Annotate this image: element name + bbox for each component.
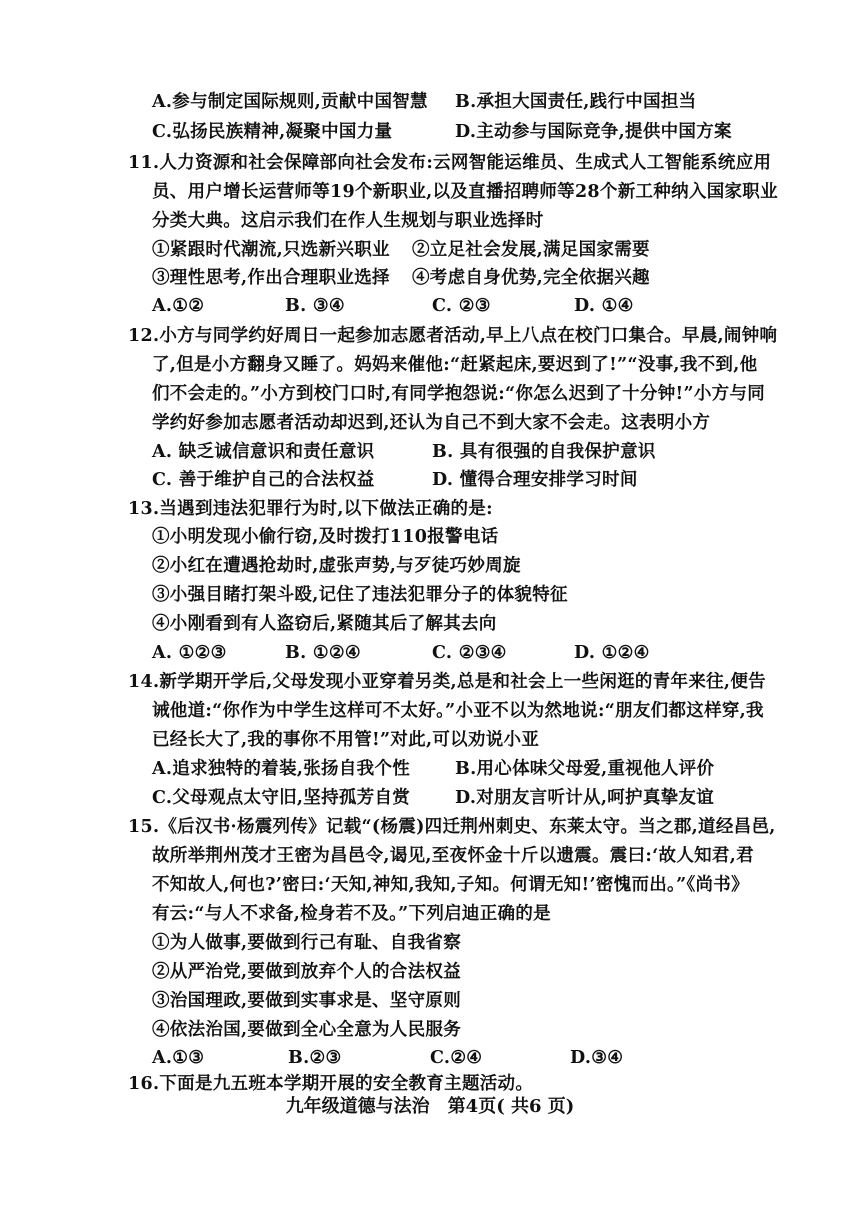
q12-stem-line4: 学约好参加志愿者活动却迟到,还认为自己不到大家不会走。这表明小方 [152,413,711,433]
q15-statement-4: ④依法治国,要做到全心全意为人民服务 [152,1020,461,1040]
page-footer: 九年级道德与法治 第4页( 共6 页) [285,1096,575,1117]
q14-stem-line1: 14.新学期开学后,父母发现小亚穿着另类,总是和社会上一些闲逛的青年来往,便告 [128,672,766,692]
q11-statement-4: ④考虑自身优势,完全依据兴趣 [412,268,650,288]
q13-option-c: C. ②③④ [432,643,507,663]
q11-option-c: C. ②③ [432,296,491,316]
q12-option-d: D. 懂得合理安排学习时间 [432,470,638,490]
q10-option-a: A.参与制定国际规则,贡献中国智慧 [152,92,428,112]
q14-stem-line3: 已经长大了,我的事你不用管!”对此,可以劝说小亚 [152,730,540,750]
q15-option-a: A.①③ [152,1048,205,1068]
q13-option-a: A. ①②③ [152,643,227,663]
q13-statement-4: ④小刚看到有人盗窃后,紧随其后了解其去向 [152,614,497,634]
q15-option-c: C.②④ [430,1048,483,1068]
q15-stem-line4: 有云:“与人不求备,检身若不及。”下列启迪正确的是 [152,904,551,924]
q12-option-a: A. 缺乏诚信意识和责任意识 [152,442,375,462]
q11-statement-3: ③理性思考,作出合理职业选择 [152,268,390,288]
q16-stem: 16.下面是九五班本学期开展的安全教育主题活动。 [128,1074,534,1094]
q13-option-d: D. ①②④ [574,643,650,663]
q12-option-b: B. 具有很强的自我保护意识 [432,442,656,462]
q10-option-c: C.弘扬民族精神,凝聚中国力量 [152,122,393,142]
q14-stem-line2: 诫他道:“你作为中学生这样可不太好。”小亚不以为然地说:“朋友们都这样穿,我 [152,701,764,721]
q12-stem-line1: 12.小方与同学约好周日一起参加志愿者活动,早上八点在校门口集合。早晨,闹钟响 [128,326,778,346]
q11-stem-line2: 员、用户增长运营师等19个新职业,以及直播招聘师等28个新工种纳入国家职业 [152,182,778,202]
q11-stem-line3: 分类大典。这启示我们在作人生规划与职业选择时 [152,211,544,231]
q14-option-d: D.对朋友言听计从,呵护真挚友谊 [455,788,715,808]
q15-option-b: B.②③ [288,1048,342,1068]
q13-statement-2: ②小红在遭遇抢劫时,虚张声势,与歹徒巧妙周旋 [152,556,521,576]
q15-statement-1: ①为人做事,要做到行己有耻、自我省察 [152,933,461,953]
q11-stem-line1: 11.人力资源和社会保障部向社会发布:云网智能运维员、生成式人工智能系统应用 [128,153,772,173]
q13-statement-1: ①小明发现小偷行窃,及时拨打110报警电话 [152,527,499,547]
q15-stem-line1: 15.《后汉书·杨震列传》记载“(杨震)四迁荆州刺史、东莱太守。当之郡,道经昌邑, [128,817,776,837]
q11-option-b: B. ③④ [285,296,345,316]
q15-stem-line2: 故所举荆州茂才王密为昌邑令,谒见,至夜怀金十斤以遗震。震曰:‘故人知君,君 [152,846,754,866]
q15-option-d: D.③④ [570,1048,624,1068]
q10-option-b: B.承担大国责任,践行中国担当 [455,92,697,112]
q11-option-a: A.①② [152,296,205,316]
q14-option-c: C.父母观点太守旧,坚持孤芳自赏 [152,788,411,808]
q13-option-b: B. ①②④ [285,643,361,663]
q15-statement-2: ②从严治党,要做到放弃个人的合法权益 [152,962,461,982]
q10-option-d: D.主动参与国际竞争,提供中国方案 [455,122,732,142]
q11-option-d: D. ①④ [574,296,634,316]
q14-option-b: B.用心体味父母爱,重视他人评价 [455,759,715,779]
q13-stem: 13.当遇到违法犯罪行为时,以下做法正确的是: [128,499,493,519]
q12-option-c: C. 善于维护自己的合法权益 [152,470,375,490]
q15-stem-line3: 不知故人,何也?’密曰:‘天知,神知,我知,子知。何谓无知!’密愧而出。”《尚书》 [152,875,749,895]
q11-statement-1: ①紧跟时代潮流,只选新兴职业 [152,240,390,260]
q14-option-a: A.追求独特的着装,张扬自我个性 [152,759,411,779]
q11-statement-2: ②立足社会发展,满足国家需要 [412,240,650,260]
q15-statement-3: ③治国理政,要做到实事求是、坚守原则 [152,991,461,1011]
q13-statement-3: ③小强目睹打架斗殴,记住了违法犯罪分子的体貌特征 [152,585,568,605]
q12-stem-line3: 们不会走的。”小方到校门口时,有同学抱怨说:“你怎么迟到了十分钟!”小方与同 [152,384,766,404]
q12-stem-line2: 了,但是小方翻身又睡了。妈妈来催他:“赶紧起床,要迟到了!”“没事,我不到,他 [152,355,758,375]
